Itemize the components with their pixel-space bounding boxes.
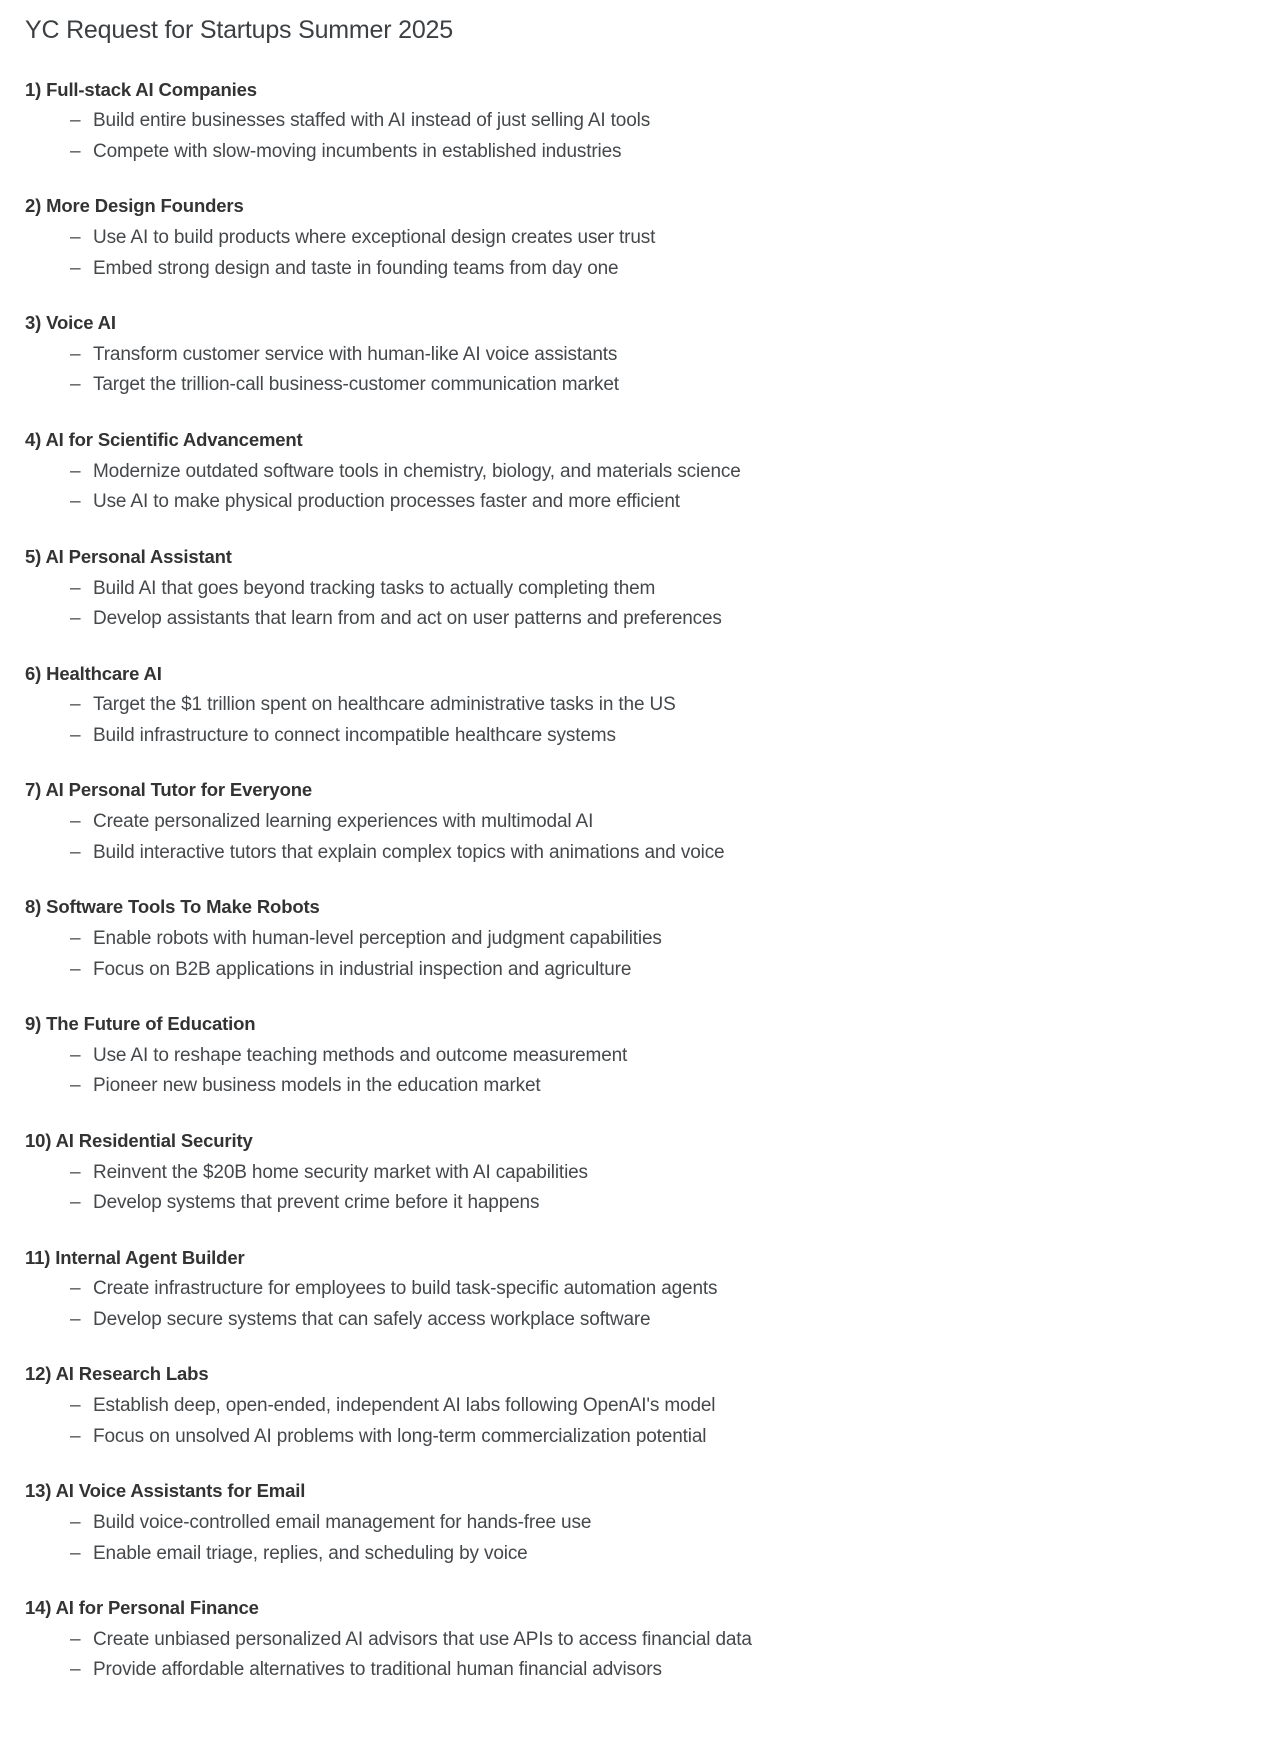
dash-bullet-icon: – [70,608,81,630]
bullet-list [0,806,1280,867]
list-item [70,806,1280,837]
list-item [70,720,1280,751]
section-heading: 3) Voice AI [25,312,116,334]
section [0,777,1280,867]
bullet-text: Focus on B2B applications in industrial inspection and agriculture [93,958,632,980]
section [0,1478,1280,1568]
bullet-list [0,1157,1280,1218]
section [0,193,1280,283]
list-item [70,1538,1280,1569]
bullet-text: Build AI that goes beyond tracking tasks to actually completing them [93,577,656,599]
bullet-text: Build voice-controlled email management for hands-free use [93,1512,592,1534]
list-item [70,573,1280,604]
section [0,310,1280,400]
bullet-text: Build entire businesses staffed with AI instead of just selling AI tools [93,110,651,132]
list-item [70,339,1280,370]
section [0,661,1280,751]
section-heading: 7) AI Personal Tutor for Everyone [25,779,313,801]
section-heading: 13) AI Voice Assistants for Email [25,1480,306,1502]
dash-bullet-icon: – [70,460,81,482]
list-item [70,1390,1280,1421]
section-heading: 8) Software Tools To Make Robots [25,896,320,918]
section-heading: 11) Internal Agent Builder [25,1246,245,1268]
sections-list [0,77,1280,1685]
bullet-list [0,1624,1280,1685]
bullet-text: Use AI to build products where exceptional design creates user trust [93,227,656,249]
dash-bullet-icon: – [70,1425,81,1447]
list-item [70,456,1280,487]
list-item [70,923,1280,954]
list-item [70,1421,1280,1452]
list-item [70,486,1280,517]
bullet-text: Create infrastructure for employees to build task-specific automation agents [93,1278,718,1300]
list-item [70,954,1280,985]
section-heading: 5) AI Personal Assistant [25,545,232,567]
dash-bullet-icon: – [70,1512,81,1534]
section [0,544,1280,634]
list-item [70,1273,1280,1304]
section-heading: 14) AI for Personal Finance [25,1597,259,1619]
bullet-text: Target the $1 trillion spent on healthcare administrative tasks in the US [93,694,676,716]
list-item [70,1624,1280,1655]
section [0,1128,1280,1218]
dash-bullet-icon: – [70,841,81,863]
dash-bullet-icon: – [70,1161,81,1183]
list-item [70,1507,1280,1538]
bullet-text: Transform customer service with human-like AI voice assistants [93,343,618,365]
dash-bullet-icon: – [70,1542,81,1564]
bullet-list [0,689,1280,750]
dash-bullet-icon: – [70,811,81,833]
section-heading: 12) AI Research Labs [25,1363,209,1385]
bullet-text: Build interactive tutors that explain complex topics with animations and voice [93,841,725,863]
bullet-text: Compete with slow-moving incumbents in established industries [93,140,622,162]
dash-bullet-icon: – [70,928,81,949]
dash-bullet-icon: – [70,110,81,132]
bullet-text: Establish deep, open-ended, independent AI labs following OpenAI's model [93,1395,716,1417]
dash-bullet-icon: – [70,958,81,980]
section [0,1245,1280,1335]
dash-bullet-icon: – [70,1044,81,1066]
bullet-list [0,1507,1280,1568]
bullet-text: Embed strong design and taste in founding teams from day one [93,257,619,279]
list-item [70,689,1280,720]
dash-bullet-icon: – [70,491,81,513]
bullet-list [0,339,1280,400]
bullet-text: Reinvent the $20B home security market with AI capabilities [93,1161,588,1183]
dash-bullet-icon: – [70,1659,81,1681]
dash-bullet-icon: – [70,1395,81,1417]
bullet-text: Use AI to make physical production processes faster and more efficient [93,491,680,513]
list-item [70,1304,1280,1335]
dash-bullet-icon: – [70,1308,81,1330]
bullet-text: Develop assistants that learn from and act on user patterns and preferences [93,608,722,630]
list-item [70,369,1280,400]
section-heading: 10) AI Residential Security [25,1129,253,1151]
list-item [70,105,1280,136]
section [0,1595,1280,1685]
dash-bullet-icon: – [70,1075,81,1097]
list-item [70,603,1280,634]
bullet-text: Target the trillion-call business-customer communication market [93,374,619,396]
list-item [70,837,1280,868]
bullet-list [0,456,1280,517]
dash-bullet-icon: – [70,227,81,249]
dash-bullet-icon: – [70,1278,81,1300]
dash-bullet-icon: – [70,577,81,599]
list-item [70,1040,1280,1071]
bullet-list [0,1040,1280,1101]
section-heading: 6) Healthcare AI [25,662,162,684]
dash-bullet-icon: – [70,257,81,279]
list-item [70,222,1280,253]
bullet-text: Pioneer new business models in the education market [93,1075,541,1097]
section-heading: 9) The Future of Education [25,1013,256,1034]
dash-bullet-icon: – [70,694,81,716]
bullet-list [0,222,1280,283]
section [0,894,1280,984]
section [0,1361,1280,1451]
bullet-text: Enable robots with human-level perception and judgment capabilities [93,928,662,949]
bullet-text: Build infrastructure to connect incompatible healthcare systems [93,724,616,746]
section-heading: 2) More Design Founders [25,195,244,217]
bullet-text: Create unbiased personalized AI advisors that use APIs to access financial data [93,1628,752,1650]
bullet-text: Focus on unsolved AI problems with long-term commercialization potential [93,1425,707,1447]
list-item [70,136,1280,167]
section-heading: 4) AI for Scientific Advancement [25,428,303,450]
bullet-text: Modernize outdated software tools in chemistry, biology, and materials science [93,460,741,482]
bullet-text: Create personalized learning experiences with multimodal AI [93,811,594,833]
dash-bullet-icon: – [70,724,81,746]
list-item [70,1187,1280,1218]
list-item [70,253,1280,284]
bullet-text: Provide affordable alternatives to traditional human financial advisors [93,1659,662,1681]
dash-bullet-icon: – [70,1192,81,1214]
bullet-text: Enable email triage, replies, and scheduling by voice [93,1542,528,1564]
bullet-list [0,105,1280,166]
list-item [70,1070,1280,1101]
section [0,77,1280,167]
bullet-list [0,923,1280,984]
section [0,427,1280,517]
dash-bullet-icon: – [70,140,81,162]
section-heading: 1) Full-stack AI Companies [25,78,257,100]
section [0,1011,1280,1101]
bullet-text: Develop secure systems that can safely access workplace software [93,1308,651,1330]
dash-bullet-icon: – [70,1628,81,1650]
dash-bullet-icon: – [70,374,81,396]
dash-bullet-icon: – [70,343,81,365]
bullet-list [0,573,1280,634]
bullet-list [0,1273,1280,1334]
list-item [70,1654,1280,1685]
bullet-text: Use AI to reshape teaching methods and outcome measurement [93,1044,628,1066]
bullet-list [0,1390,1280,1451]
list-item [70,1157,1280,1188]
bullet-text: Develop systems that prevent crime before it happens [93,1192,540,1214]
page-title: YC Request for Startups Summer 2025 [25,16,453,44]
